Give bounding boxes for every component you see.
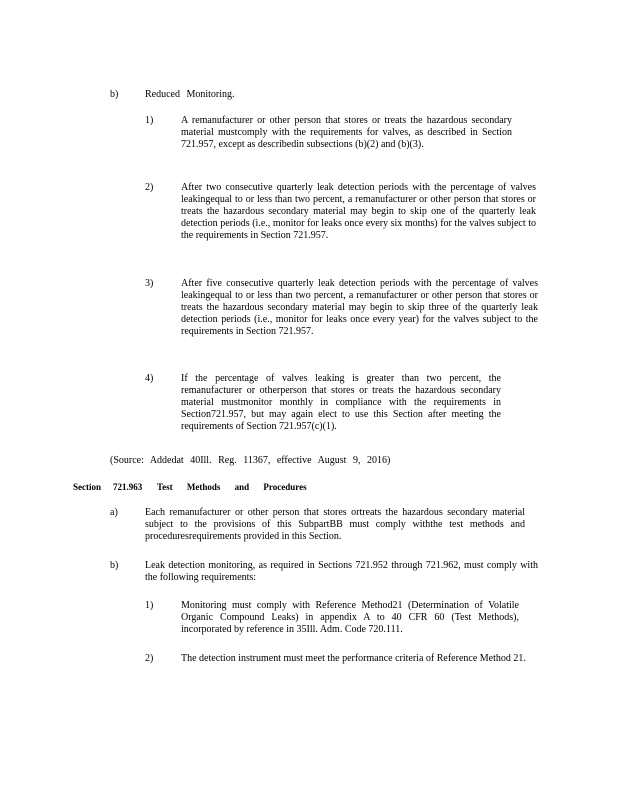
item-text: Monitoring must comply with Reference Method21 (Determination of Volatile Organic Compound Leaks) in appendix A to 40 CFR 60 (Test Methods), incorporated by reference in 35Ill. Adm. Code 720.111.	[181, 600, 519, 635]
item-text: If the percentage of valves leaking is greater than two percent, the remanufacturer or otherperson that stores or treats the hazardous secondary material mustmonitor monthly in compliance with the requirements in Section721.957, but may again elect to use this Section after meeting the requirements of Section 721.957(c)(1).	[181, 373, 501, 432]
item-number: 4)	[145, 373, 154, 384]
subsection-label-b: b)	[110, 89, 119, 100]
item-number: 1)	[145, 115, 154, 126]
subsection-label-a: a)	[110, 507, 118, 518]
subsection-label-b2: b)	[110, 560, 119, 571]
subsection-text: Each remanufacturer or other person that stores ortreats the hazardous secondary material subject to the provisions of this SubpartBB must comply withthe test methods and proceduresrequirements provided in this Section.	[145, 507, 525, 542]
section-title: Test Methods and Procedures	[157, 482, 307, 492]
item-text: A remanufacturer or other person that stores or treats the hazardous secondary material mustcomply with the requirements for valves, as described in Section 721.957, except as describedin subsections (b)(2) and (b)(3).	[181, 115, 512, 150]
section-number: 721.963	[113, 482, 143, 492]
item-number: 1)	[145, 600, 154, 611]
subsection-text: Leak detection monitoring, as required in Sections 721.952 through 721.962, must comply with the following requirements:	[145, 560, 538, 583]
section-word: Section	[73, 482, 101, 492]
source-note: (Source: Addedat 40Ill. Reg. 11367, effective August 9, 2016)	[110, 455, 391, 466]
item-text: The detection instrument must meet the performance criteria of Reference Method 21.	[181, 653, 526, 664]
subsection-title: Reduced Monitoring.	[145, 89, 235, 100]
item-text: After five consecutive quarterly leak detection periods with the percentage of valves leakingequal to or less than two percent, a remanufacturer or other person that stores or treats the hazardous secondary material may begin to skip three of the quarterly leak detection periods (i.e., monitor for leaks once every year) for the valves subject to the requirements in Section 721.957.	[181, 278, 538, 337]
item-number: 2)	[145, 182, 154, 193]
item-number: 3)	[145, 278, 154, 289]
item-number: 2)	[145, 653, 154, 664]
item-text: After two consecutive quarterly leak detection periods with the percentage of valves leakingequal to or less than two percent, a remanufacturer or other person that stores or treats the hazardous secondary material may begin to skip one of the quarterly leak detection periods (i.e., monitor for leaks once every six months) for the valves subject to the requirements in Section 721.957.	[181, 182, 536, 241]
